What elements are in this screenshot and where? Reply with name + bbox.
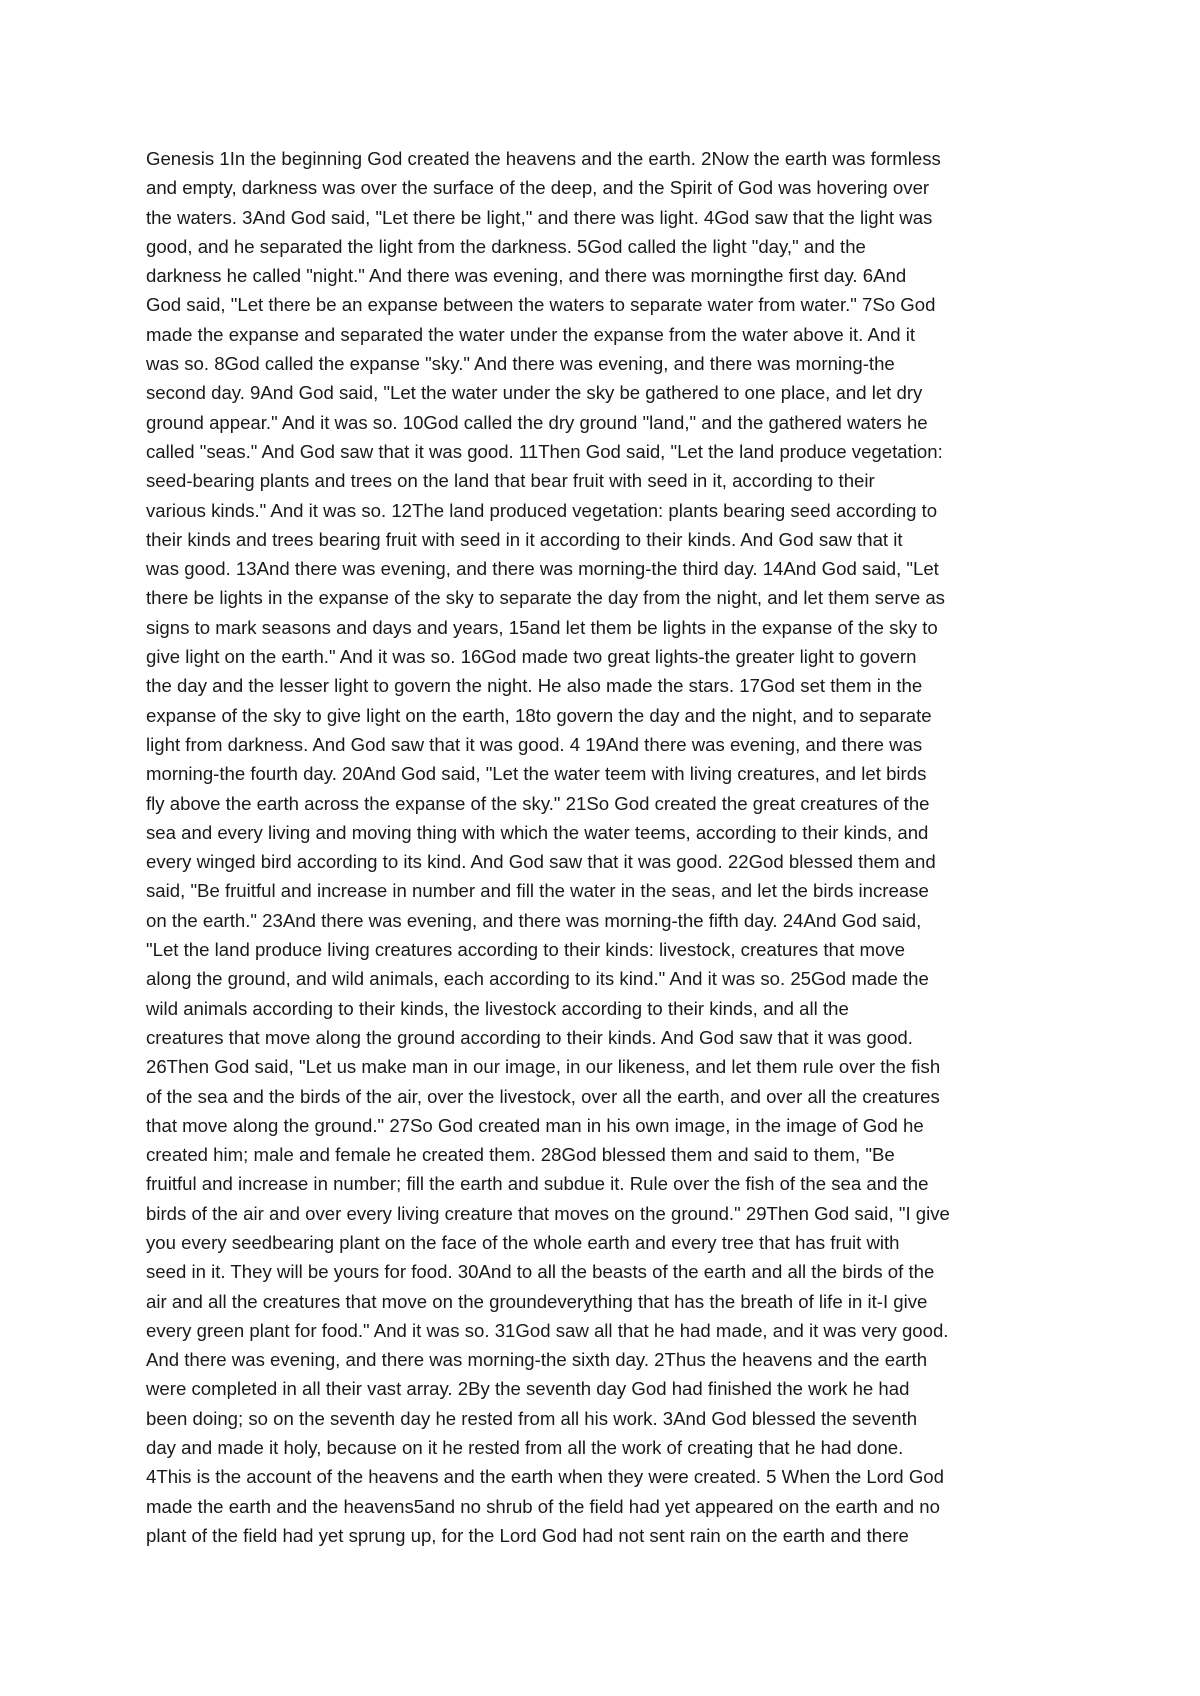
text-line: 4This is the account of the heavens and the earth when they were created. 5 When the Lord God [146, 1466, 944, 1488]
text-line: made the expanse and separated the water under the expanse from the water above it. And it [146, 323, 916, 345]
text-line: give light on the earth." And it was so. 16God made two great lights-the greater light to govern [146, 646, 917, 668]
text-line: and empty, darkness was over the surface of the deep, and the Spirit of God was hovering over [146, 177, 930, 199]
text-line: 26Then God said, "Let us make man in our image, in our likeness, and let them rule over the fish [146, 1056, 941, 1078]
text-line: you every seedbearing plant on the face of the whole earth and every tree that has fruit with [146, 1231, 900, 1253]
text-line: made the earth and the heavens5and no shrub of the field had yet appeared on the earth and no [146, 1495, 940, 1517]
text-line: the day and the lesser light to govern the night. He also made the stars. 17God set them in the [146, 675, 923, 697]
text-line: were completed in all their vast array. 2By the seventh day God had finished the work he had [146, 1378, 910, 1400]
text-line: seed-bearing plants and trees on the land that bear fruit with seed in it, according to their [146, 470, 875, 492]
text-line: every green plant for food." And it was so. 31God saw all that he had made, and it was very good. [146, 1319, 949, 1341]
text-line: morning-the fourth day. 20And God said, "Let the water teem with living creatures, and let birds [146, 763, 927, 785]
text-line: the waters. 3And God said, "Let there be light," and there was light. 4God saw that the light was [146, 206, 933, 228]
text-line: God said, "Let there be an expanse between the waters to separate water from water." 7So God [146, 294, 936, 316]
text-line: ground appear." And it was so. 10God called the dry ground "land," and the gathered waters he [146, 411, 928, 433]
text-line: Genesis 1In the beginning God created the heavens and the earth. 2Now the earth was formless [146, 148, 941, 169]
text-line: good, and he separated the light from the darkness. 5God called the light "day," and the [146, 235, 866, 257]
text-line: was good. 13And there was evening, and there was morning-the third day. 14And God said, "Let [146, 558, 939, 580]
text-line: plant of the field had yet sprung up, for the Lord God had not sent rain on the earth and there [146, 1524, 909, 1546]
text-line: light from darkness. And God saw that it was good. 4 19And there was evening, and there was [146, 733, 923, 755]
body-text [146, 144, 1068, 1550]
text-line: And there was evening, and there was morning-the sixth day. 2Thus the heavens and the earth [146, 1349, 928, 1371]
text-line: created him; male and female he created them. 28God blessed them and said to them, "Be [146, 1144, 895, 1166]
text-line: wild animals according to their kinds, the livestock according to their kinds, and all the [146, 997, 849, 1019]
text-line: various kinds." And it was so. 12The land produced vegetation: plants bearing seed according to [146, 499, 938, 521]
text-line: along the ground, and wild animals, each according to its kind." And it was so. 25God made the [146, 968, 929, 990]
text-line: fruitful and increase in number; fill the earth and subdue it. Rule over the fish of the sea and the [146, 1173, 929, 1195]
text-line: day and made it holy, because on it he rested from all the work of creating that he had done. [146, 1437, 904, 1459]
text-line: darkness he called "night." And there was evening, and there was morningthe first day. 6And [146, 265, 907, 287]
text-line: expanse of the sky to give light on the earth, 18to govern the day and the night, and to separate [146, 704, 932, 726]
text-line: signs to mark seasons and days and years, 15and let them be lights in the expanse of the sky to [146, 616, 938, 638]
text-line: air and all the creatures that move on the groundeverything that has the breath of life in it-I give [146, 1290, 928, 1312]
text-line: birds of the air and over every living creature that moves on the ground." 29Then God said, "I give [146, 1202, 950, 1224]
text-line: been doing; so on the seventh day he rested from all his work. 3And God blessed the seventh [146, 1407, 918, 1429]
text-line: called "seas." And God saw that it was good. 11Then God said, "Let the land produce vegetation: [146, 440, 943, 462]
text-line: of the sea and the birds of the air, over the livestock, over all the earth, and over all the creatures [146, 1085, 940, 1107]
text-line: sea and every living and moving thing with which the water teems, according to their kinds, and [146, 821, 929, 843]
text-line: second day. 9And God said, "Let the water under the sky be gathered to one place, and let dry [146, 382, 923, 404]
text-line: said, "Be fruitful and increase in number and fill the water in the seas, and let the birds increase [146, 880, 929, 902]
text-line: every winged bird according to its kind. And God saw that it was good. 22God blessed them and [146, 851, 936, 873]
text-line: seed in it. They will be yours for food. 30And to all the beasts of the earth and all the birds of the [146, 1261, 935, 1283]
text-line: there be lights in the expanse of the sky to separate the day from the night, and let them serve as [146, 587, 945, 609]
text-line: fly above the earth across the expanse of the sky." 21So God created the great creatures of the [146, 792, 930, 814]
text-line: creatures that move along the ground according to their kinds. And God saw that it was good. [146, 1026, 913, 1048]
text-line: "Let the land produce living creatures according to their kinds: livestock, creatures that move [146, 939, 906, 961]
text-line: was so. 8God called the expanse "sky." And there was evening, and there was morning-the [146, 353, 895, 375]
text-line: their kinds and trees bearing fruit with seed in it according to their kinds. And God saw that it [146, 528, 903, 550]
text-line: on the earth." 23And there was evening, and there was morning-the fifth day. 24And God said, [146, 909, 922, 931]
text-line: that move along the ground." 27So God created man in his own image, in the image of God he [146, 1114, 924, 1136]
